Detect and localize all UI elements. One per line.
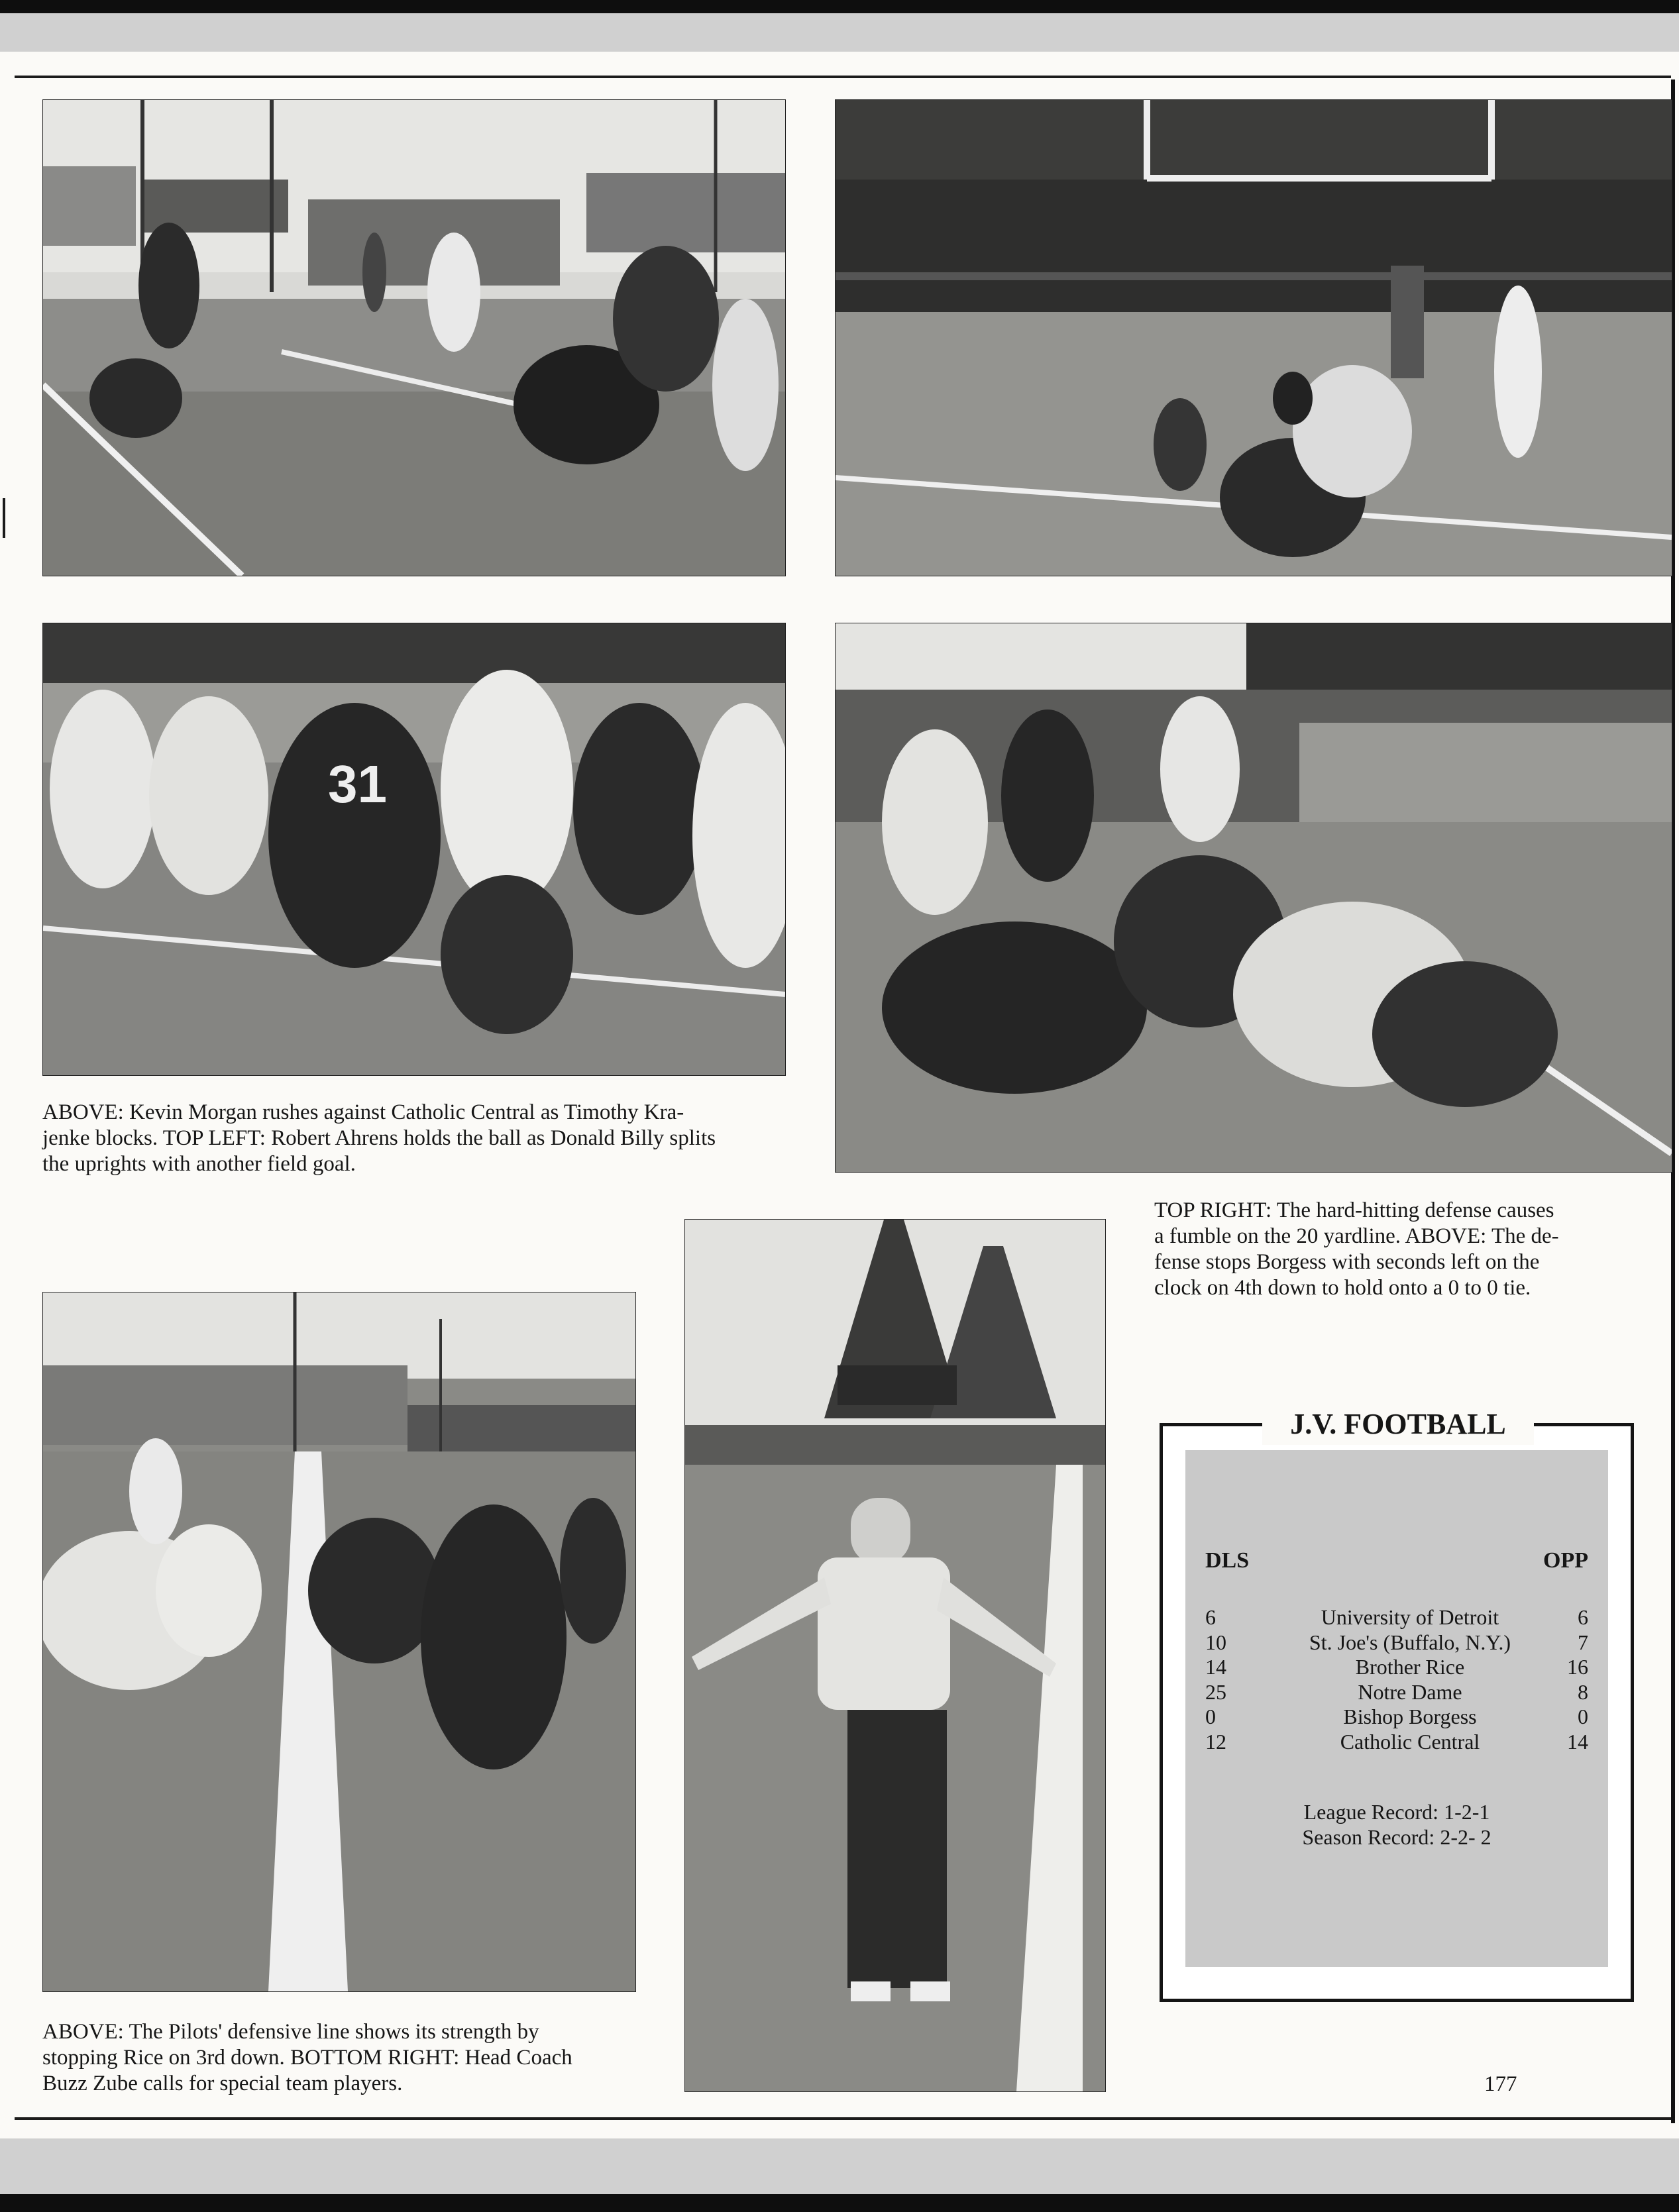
photo-head-coach xyxy=(684,1219,1106,2092)
opponent-name: University of Detroit xyxy=(1321,1605,1499,1629)
opponent-name: Brother Rice xyxy=(1355,1655,1465,1679)
dls-score: 10 xyxy=(1205,1630,1226,1654)
season-record: Season Record: 2-2- 2 xyxy=(1302,1825,1491,1849)
caption-line: jenke blocks. TOP LEFT: Robert Ahrens holds the ball as Donald Billy splits xyxy=(42,1126,716,1150)
game-row xyxy=(1205,1630,1588,1656)
opponent-name: St. Joe's (Buffalo, N.Y.) xyxy=(1309,1630,1511,1654)
margin-mark xyxy=(3,498,5,538)
opp-score: 6 xyxy=(1578,1605,1588,1629)
caption-line: stopping Rice on 3rd down. BOTTOM RIGHT: Head Coach xyxy=(42,2046,572,2070)
dls-score: 12 xyxy=(1205,1729,1226,1754)
page-number: 177 xyxy=(1484,2072,1517,2096)
scan-edge-bottom xyxy=(0,2194,1679,2212)
svg-text:31: 31 xyxy=(328,755,387,814)
caption-line: Buzz Zube calls for special team players. xyxy=(42,2072,403,2095)
header-band xyxy=(0,13,1679,52)
photo-rush xyxy=(42,623,786,1076)
caption-line: fense stops Borgess with seconds left on the xyxy=(1154,1250,1540,1274)
game-row xyxy=(1205,1730,1588,1755)
caption-right-middle xyxy=(1154,1198,1627,1301)
dls-score: 6 xyxy=(1205,1605,1216,1629)
caption-line: a fumble on the 20 yardline. ABOVE: The de- xyxy=(1154,1224,1559,1248)
game-row xyxy=(1205,1705,1588,1730)
caption-bottom-left xyxy=(42,2019,635,2097)
results-list xyxy=(1205,1605,1588,1754)
dls-score: 14 xyxy=(1205,1655,1226,1679)
caption-line: TOP RIGHT: The hard-hitting defense causes xyxy=(1154,1198,1554,1222)
photo-defensive-line xyxy=(42,1292,636,1992)
photo-field-goal xyxy=(42,99,786,576)
caption-line: the uprights with another field goal. xyxy=(42,1152,356,1176)
game-row xyxy=(1205,1655,1588,1680)
caption-line: clock on 4th down to hold onto a 0 to 0 tie. xyxy=(1154,1276,1531,1300)
top-rule xyxy=(15,76,1671,78)
opp-score: 0 xyxy=(1578,1705,1588,1728)
opp-score: 8 xyxy=(1578,1679,1588,1704)
footer-band xyxy=(0,2138,1679,2194)
opp-score: 14 xyxy=(1567,1729,1588,1754)
opponent-name: Bishop Borgess xyxy=(1343,1705,1477,1728)
scan-edge-top xyxy=(0,0,1679,13)
photo-goal-line-stand xyxy=(835,623,1672,1173)
game-row xyxy=(1205,1605,1588,1630)
photo-fumble xyxy=(835,99,1672,576)
dls-score: 25 xyxy=(1205,1679,1226,1704)
caption-line: ABOVE: The Pilots' defensive line shows its strength by xyxy=(42,2020,539,2044)
bottom-rule xyxy=(15,2117,1671,2120)
caption-left-middle xyxy=(42,1100,785,1177)
league-record: League Record: 1-2-1 xyxy=(1303,1800,1490,1824)
opp-score: 7 xyxy=(1578,1630,1588,1654)
jv-football-scoreboard xyxy=(1160,1408,1634,2002)
caption-line: ABOVE: Kevin Morgan rushes against Catholic Central as Timothy Kra- xyxy=(42,1100,684,1124)
header-dls: DLS xyxy=(1205,1548,1250,1573)
scoreboard-panel xyxy=(1185,1450,1608,1967)
game-row xyxy=(1205,1680,1588,1705)
opp-score: 16 xyxy=(1567,1655,1588,1679)
dls-score: 0 xyxy=(1205,1705,1216,1728)
opponent-name: Catholic Central xyxy=(1340,1729,1480,1754)
header-opp: OPP xyxy=(1543,1548,1588,1573)
scoreboard-title: J.V. FOOTBALL xyxy=(1262,1404,1534,1445)
opponent-name: Notre Dame xyxy=(1358,1679,1462,1704)
